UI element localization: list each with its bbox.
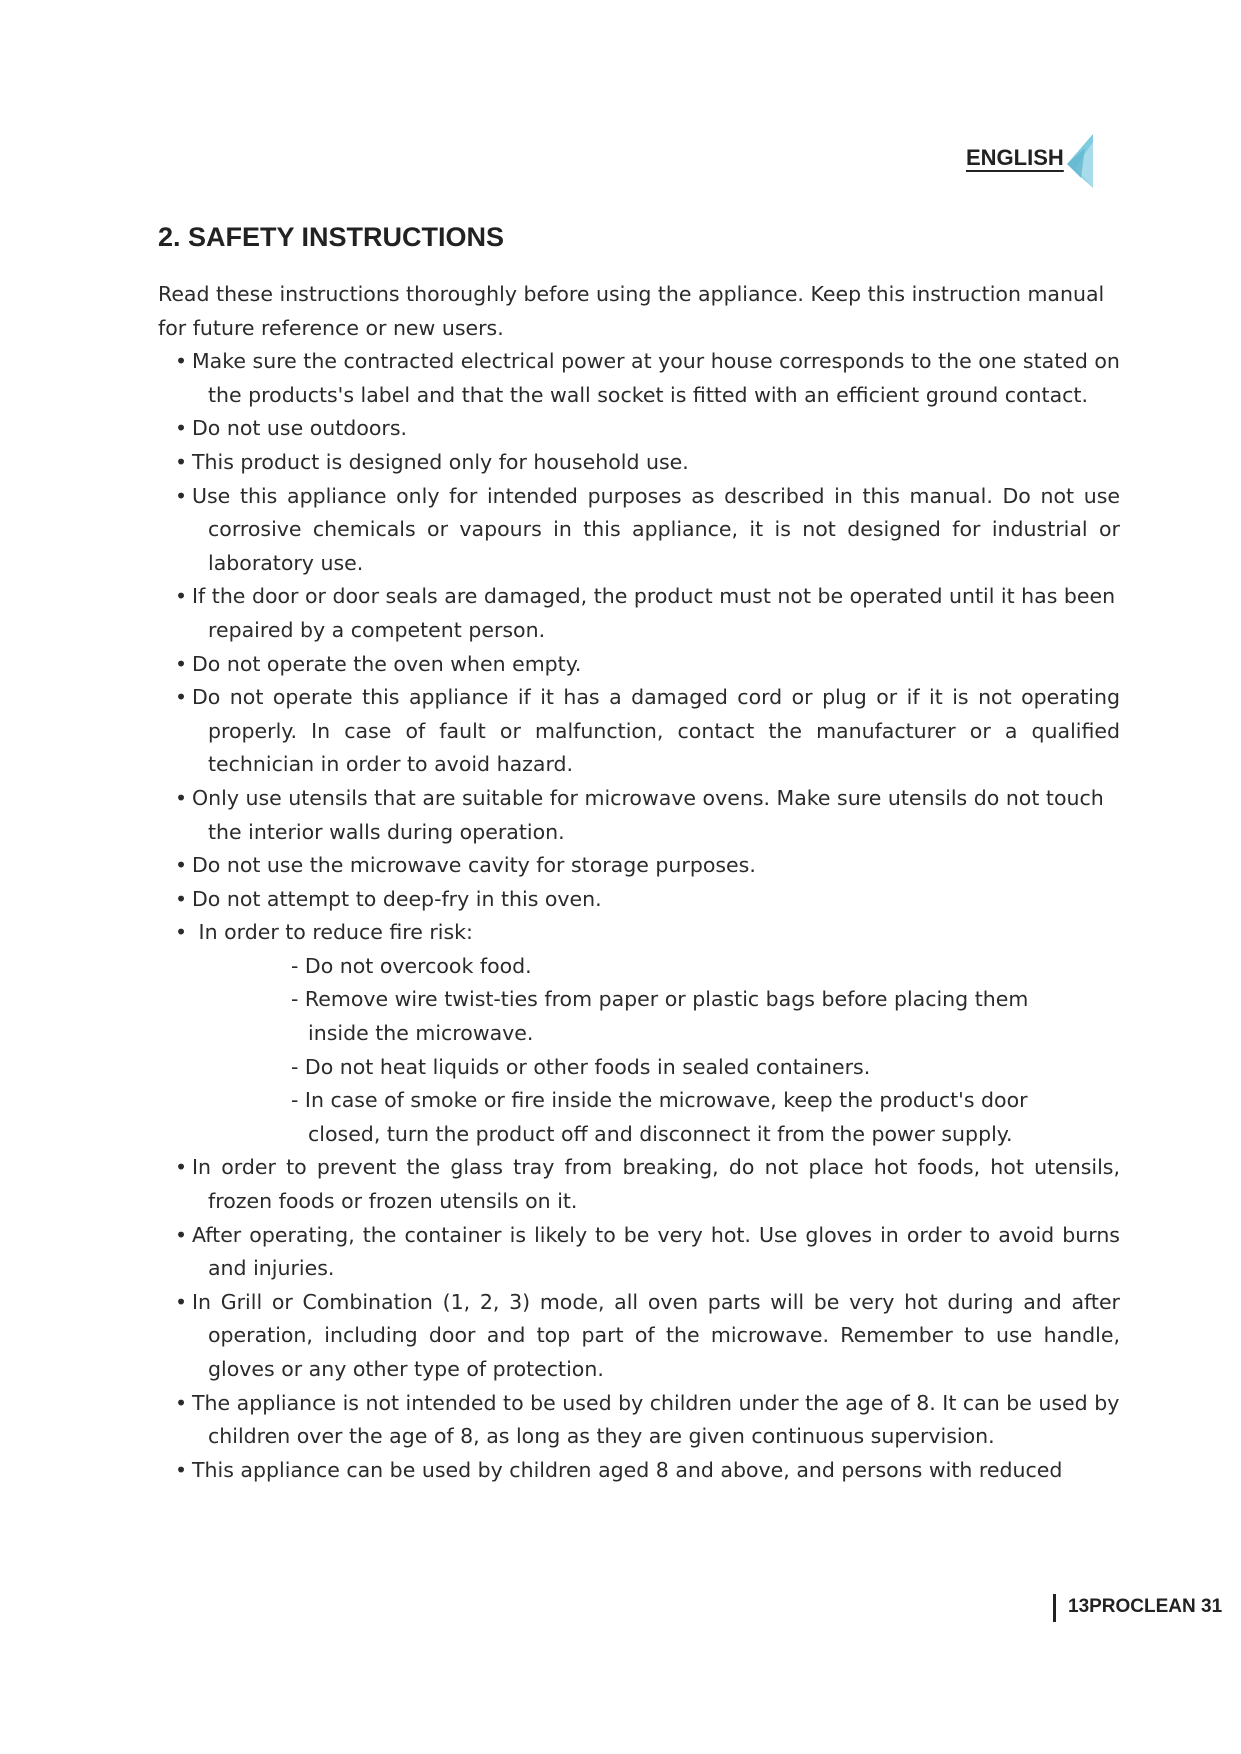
list-item: • Do not use the microwave cavity for storage purposes. [158,849,1120,883]
safety-instructions-body [158,278,1120,1487]
footer-divider [1053,1594,1056,1622]
sub-list-item: - Do not heat liquids or other foods in sealed containers. [291,1054,871,1079]
list-item: • Use this appliance only for intended purposes as described in this manual. Do not use corrosive chemicals or vapours in this appliance, it is not designed for industrial or laboratory use. [158,480,1120,581]
footer-page-label: 13PROCLEAN 31 [1068,1596,1223,1617]
fire-risk-heading: In order to reduce fire risk: [198,920,473,945]
section-title: 2. SAFETY INSTRUCTIONS [158,222,505,252]
sub-list-item: - In case of smoke or fire inside the microwave, keep the product's door closed, turn the product off and disconnect it from the power supply. [291,1088,1028,1146]
list-item: • Make sure the contracted electrical power at your house corresponds to the one stated on the products's label and that the wall socket is fitted with an efficient ground contact. [158,345,1120,412]
language-label: ENGLISH [966,145,1064,170]
list-item: • The appliance is not intended to be used by children under the age of 8. It can be used by children over the age of 8, as long as they are given continuous supervision. [158,1387,1120,1454]
list-item: • Do not use outdoors. [158,412,1120,446]
safety-list [158,345,1120,1487]
list-item: • In order to prevent the glass tray from breaking, do not place hot foods, hot utensils, frozen foods or frozen utensils on it. [158,1151,1120,1218]
list-item: • Do not operate this appliance if it has a damaged cord or plug or if it is not operating properly. In case of fault or malfunction, contact the manufacturer or a qualified technician in order to avoid hazard. [158,681,1120,782]
list-item: • In Grill or Combination (1, 2, 3) mode, all oven parts will be very hot during and after operation, including door and top part of the microwave. Remember to use handle, gloves or any other type of protection. [158,1286,1120,1387]
intro-paragraph: Read these instructions thoroughly before using the appliance. Keep this instruction manual for future reference or new users. [158,282,1105,340]
sub-list-item: - Remove wire twist-ties from paper or plastic bags before placing them inside the microwave. [291,987,1029,1046]
list-item: • Only use utensils that are suitable for microwave ovens. Make sure utensils do not touch the interior walls during operation. [158,782,1120,849]
language-tab-marker-icon [1063,134,1093,188]
list-item: • This product is designed only for household use. [158,446,1120,480]
list-item: • After operating, the container is likely to be very hot. Use gloves in order to avoid burns and injuries. [158,1219,1120,1286]
page-footer [1053,1594,1241,1622]
list-item: • Do not operate the oven when empty. [158,648,1120,682]
list-item: • If the door or door seals are damaged, the product must not be operated until it has been repaired by a competent person. [158,580,1120,647]
list-item: • This appliance can be used by children aged 8 and above, and persons with reduced [158,1454,1120,1488]
sub-list-item: - Do not overcook food. [291,953,532,978]
list-item: • Do not attempt to deep-fry in this oven. [158,883,1120,917]
fire-risk-sublist [208,950,1120,1152]
list-item-fire-risk [158,916,1120,1151]
